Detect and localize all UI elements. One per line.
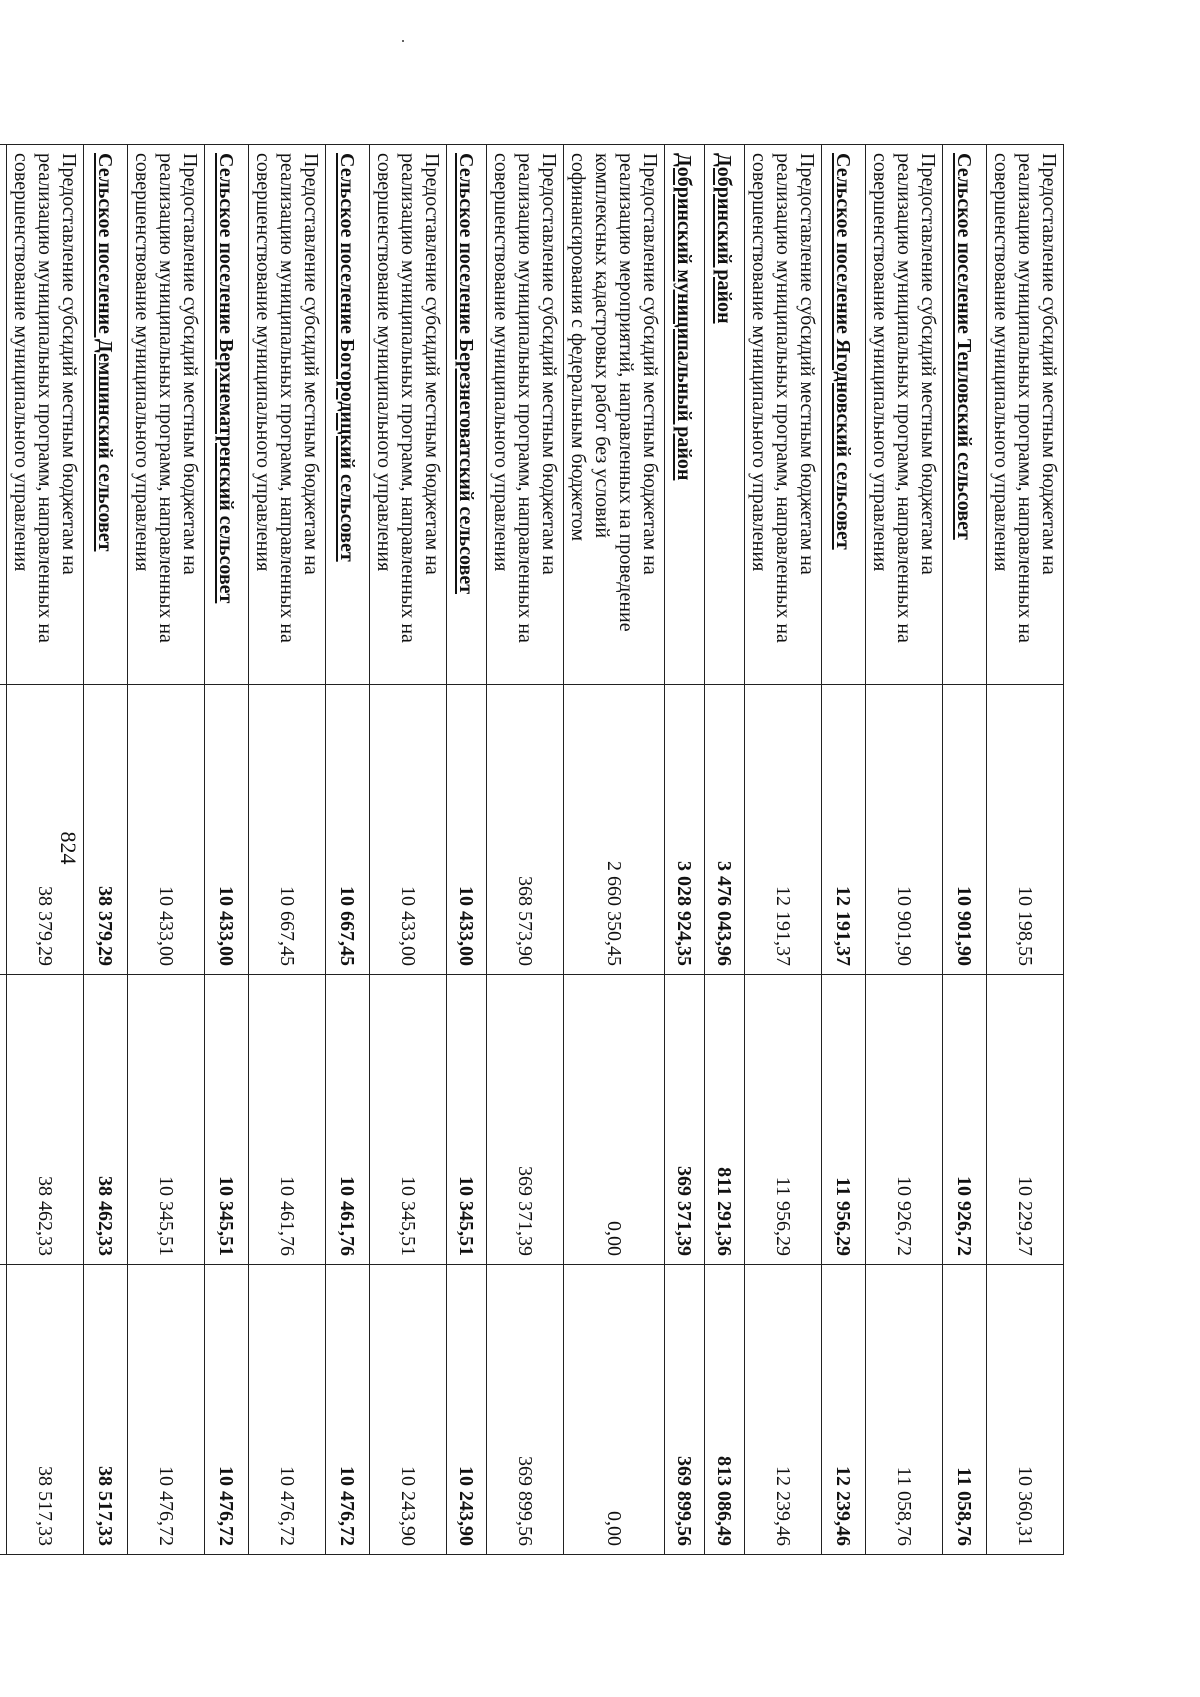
row-name-cell: Предоставление субсидий местным бюджетам на реализацию муниципальных программ, направленных на совершенствование муниципального управления [370,145,447,685]
row-value-3-cell: 813 086,49 [705,1265,745,1555]
row-value-3-cell: 11 058,76 [943,1265,987,1555]
row-value-2-cell: 38 462,33 [7,975,84,1265]
table-row [987,145,1064,1555]
row-name-cell: Предоставление субсидий местным бюджетам на реализацию муниципальных программ, направленных на совершенствование муниципального управления [128,145,205,685]
row-name-cell: Предоставление субсидий местным бюджетам на реализацию муниципальных программ, направленных на совершенствование муниципального управления [745,145,822,685]
row-value-1-cell: 368 573,90 [487,685,564,975]
budget-table-body [0,145,1064,1555]
row-value-2-cell: 11 956,29 [822,975,866,1265]
row-value-1-cell: 38 379,29 [7,685,84,975]
row-value-1-cell [0,685,7,975]
table-row-section [205,145,249,1555]
row-value-3-cell [0,1265,7,1555]
row-name-cell: Добринский район [705,145,745,685]
row-value-3-cell: 0,00 [564,1265,665,1555]
row-value-2-cell: 11 956,29 [745,975,822,1265]
row-value-2-cell [0,975,7,1265]
row-name-cell: Предоставление субсидий местным бюджетам на реализацию мероприятий, направленных на проведение комплексных кадастровых работ без условий софинансирования с федеральным бюджетом [564,145,665,685]
row-value-3-cell: 10 360,31 [987,1265,1064,1555]
row-name-cell [0,145,7,685]
row-name-cell: Сельское поселение Березнеговатский сельсовет [447,145,487,685]
row-name-cell: Предоставление субсидий местным бюджетам на реализацию муниципальных программ, направленных на совершенствование муниципального управления [487,145,564,685]
row-value-1-cell: 10 433,00 [447,685,487,975]
row-value-1-cell: 12 191,37 [822,685,866,975]
row-value-1-cell: 3 476 043,96 [705,685,745,975]
row-value-1-cell: 10 433,00 [370,685,447,975]
row-value-2-cell: 0,00 [564,975,665,1265]
table-row-section [84,145,128,1555]
row-value-2-cell: 10 461,76 [249,975,326,1265]
table-row [370,145,447,1555]
row-value-3-cell: 369 899,56 [487,1265,564,1555]
table-row-section [943,145,987,1555]
row-value-1-cell: 2 660 350,45 [564,685,665,975]
row-value-3-cell: 11 058,76 [866,1265,943,1555]
row-value-2-cell: 10 461,76 [326,975,370,1265]
row-value-1-cell: 3 028 924,35 [665,685,705,975]
table-row [7,145,84,1555]
table-row [249,145,326,1555]
row-value-1-cell: 10 198,55 [987,685,1064,975]
row-value-1-cell: 10 667,45 [326,685,370,975]
row-value-2-cell: 10 345,51 [128,975,205,1265]
table-row-section [0,145,7,1555]
page-number: 824 [56,831,81,865]
row-value-2-cell: 10 345,51 [447,975,487,1265]
row-value-2-cell: 10 926,72 [943,975,987,1265]
row-name-cell: Предоставление субсидий местным бюджетам на реализацию муниципальных программ, направленных на совершенствование муниципального управления [987,145,1064,685]
row-name-cell: Сельское поселение Верхнематренский сельсовет [205,145,249,685]
row-value-3-cell: 10 476,72 [249,1265,326,1555]
row-value-3-cell: 10 476,72 [205,1265,249,1555]
row-value-1-cell: 10 901,90 [943,685,987,975]
row-value-1-cell: 10 667,45 [249,685,326,975]
row-name-cell: Сельское поселение Демшинский сельсовет [84,145,128,685]
table-row-section [822,145,866,1555]
row-value-2-cell: 10 345,51 [370,975,447,1265]
row-value-2-cell: 10 345,51 [205,975,249,1265]
table-row [487,145,564,1555]
table-row-section [447,145,487,1555]
row-value-3-cell: 10 243,90 [447,1265,487,1555]
row-value-2-cell: 10 926,72 [866,975,943,1265]
row-name-cell: Сельское поселение Тепловский сельсовет [943,145,987,685]
table-row-section [665,145,705,1555]
row-value-3-cell: 10 476,72 [326,1265,370,1555]
row-value-2-cell: 369 371,39 [487,975,564,1265]
budget-table [0,144,1064,1555]
row-value-3-cell: 38 517,33 [7,1265,84,1555]
row-value-3-cell: 10 243,90 [370,1265,447,1555]
table-row [128,145,205,1555]
row-name-cell: Предоставление субсидий местным бюджетам на реализацию муниципальных программ, направленных на совершенствование муниципального управления [866,145,943,685]
row-name-cell: Предоставление субсидий местным бюджетам на реализацию муниципальных программ, направленных на совершенствование муниципального управления [7,145,84,685]
row-value-1-cell: 12 191,37 [745,685,822,975]
row-value-1-cell: 10 433,00 [205,685,249,975]
row-value-2-cell: 811 291,36 [705,975,745,1265]
row-value-3-cell: 38 517,33 [84,1265,128,1555]
scan-speck [402,40,404,42]
row-value-3-cell: 10 476,72 [128,1265,205,1555]
table-row-section [326,145,370,1555]
row-value-2-cell: 38 462,33 [84,975,128,1265]
row-value-3-cell: 12 239,46 [822,1265,866,1555]
row-name-cell: Предоставление субсидий местным бюджетам на реализацию муниципальных программ, направленных на совершенствование муниципального управления [249,145,326,685]
row-value-1-cell: 38 379,29 [84,685,128,975]
row-value-1-cell: 10 901,90 [866,685,943,975]
row-value-2-cell: 10 229,27 [987,975,1064,1265]
table-row [866,145,943,1555]
row-name-cell: Сельское поселение Ягодновский сельсовет [822,145,866,685]
row-value-1-cell: 10 433,00 [128,685,205,975]
table-row [745,145,822,1555]
row-value-3-cell: 12 239,46 [745,1265,822,1555]
row-value-2-cell: 369 371,39 [665,975,705,1265]
row-value-3-cell: 369 899,56 [665,1265,705,1555]
row-name-cell: Добринский муниципальный район [665,145,705,685]
row-name-cell: Сельское поселение Богородицкий сельсовет [326,145,370,685]
table-row-section [705,145,745,1555]
table-row [564,145,665,1555]
